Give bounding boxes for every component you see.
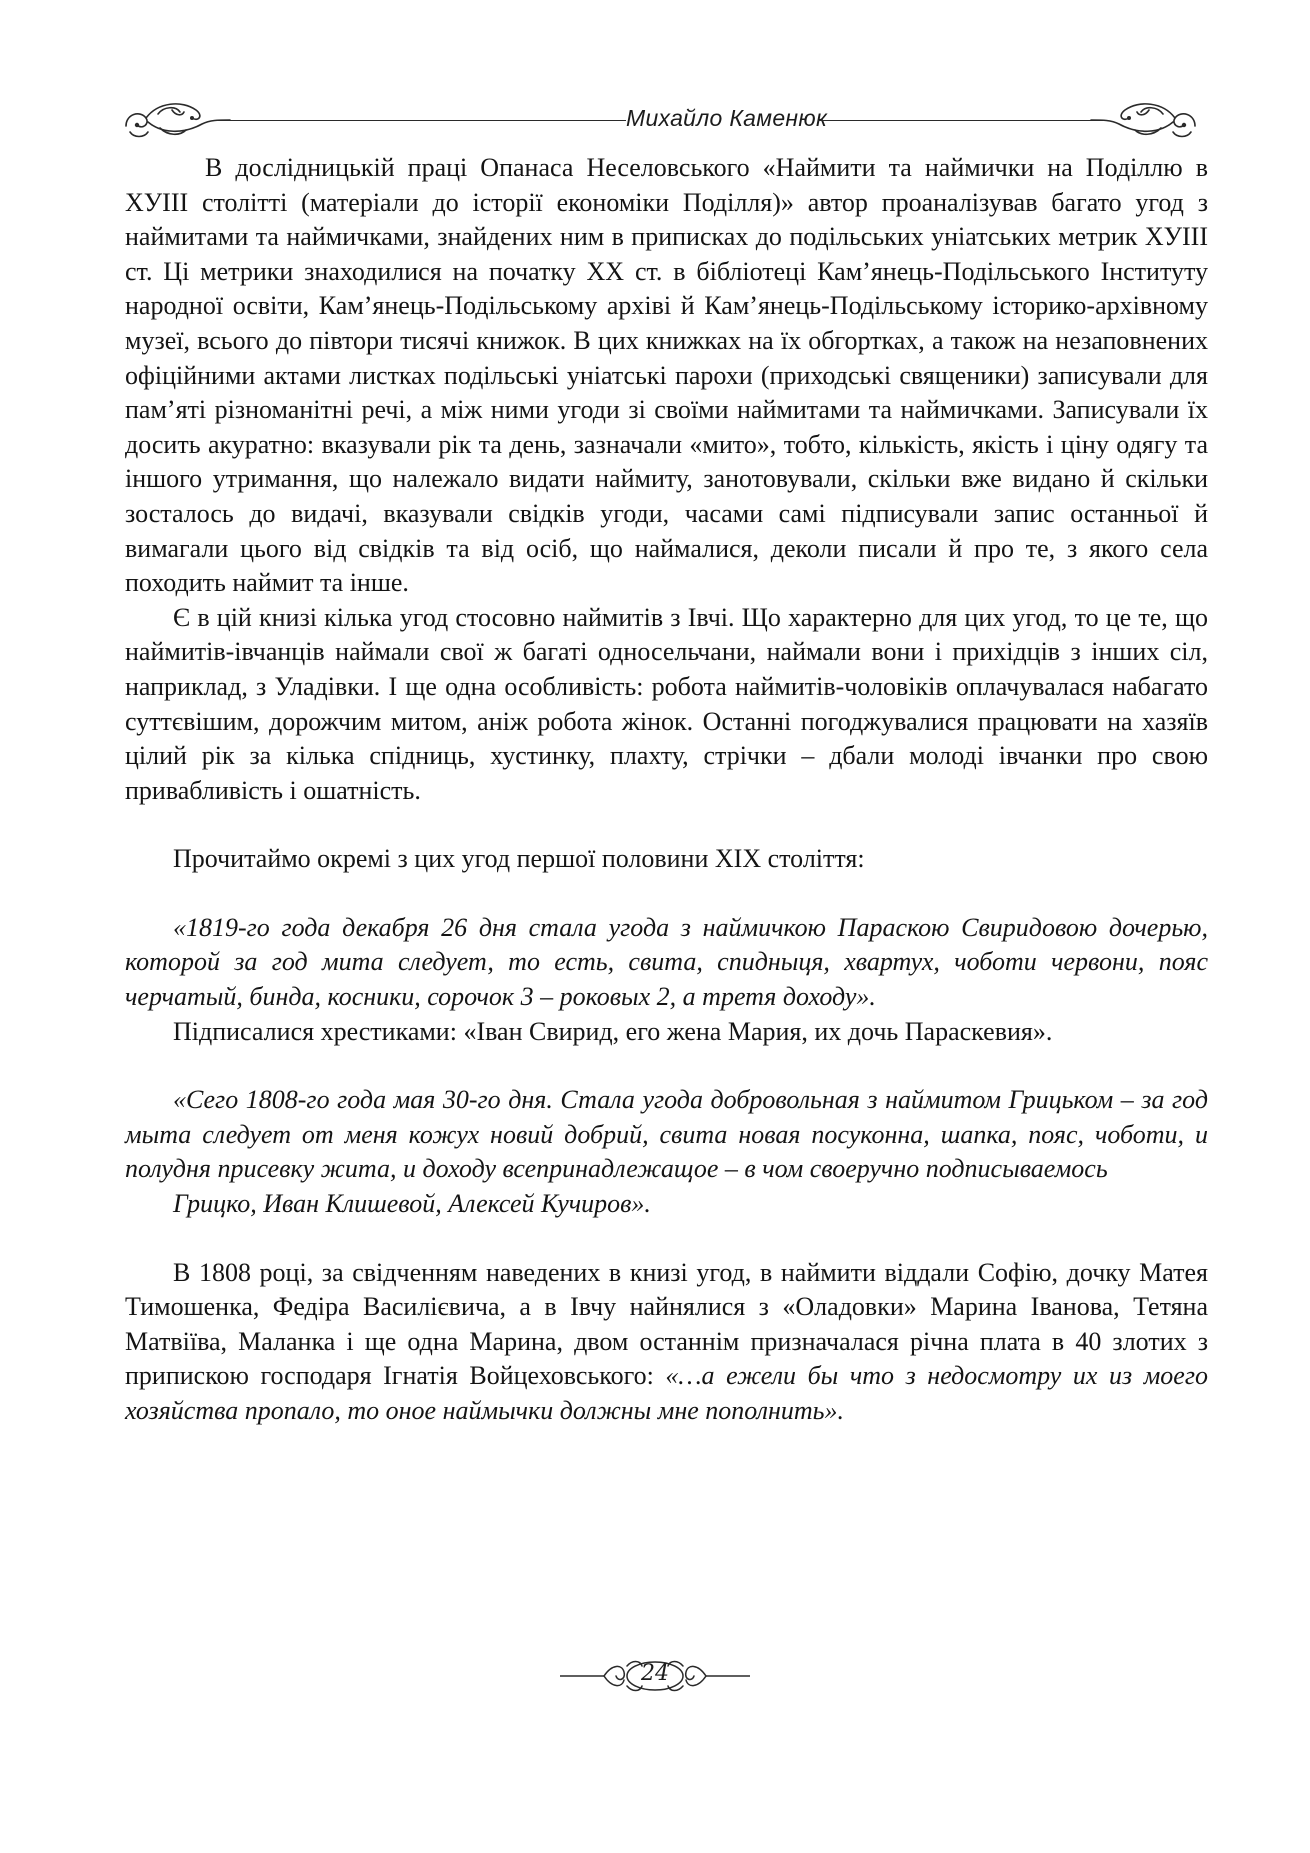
page-body [125,151,1208,1429]
paragraph-gap [125,808,1208,842]
paragraph-1808-hiring [125,1256,1208,1429]
running-header [118,92,1203,148]
running-title: Михайло Каменюк [626,105,828,131]
scroll-flourish-icon [1085,92,1203,148]
page-number: 24 [641,1661,669,1686]
paragraph-intro-quotes: Прочитаймо окремі з цих угод першої половини ХІХ століття: [173,844,865,874]
paragraph-ivcha-agreements: Є в цій книзі кілька угод стосовно наймитів з Івчі. Що характерно для цих угод, то це те, що наймитів-івчанців наймали свої ж багаті односельчани, наймали вони і прихідців з інших сіл, наприклад, з Уладівки. І ще одна особливість: робота наймитів-чоловіків оплачувалася набагато суттєвішим, дорожчим митом, аніж робота жінок. Останні погоджувалися працювати на хазяїв цілий рік за кілька спідниць, хустинку, плахту, стрічки – дбали молоді івчанки про свою привабливість і ошатність. [125,602,1208,805]
paragraph-gap [125,1049,1208,1083]
header-rule-right [818,120,1103,121]
paragraph-gap [125,877,1208,911]
quote-1819-agreement: «1819-го года декабря 26 дня стала угода з наймичкою Параскою Свиридовою дочерью, которой за год мита следует, то есть, свита, спидныця, хвартух, чоботи червони, пояс черчатый, бинда, косники, сорочок 3 – роковых 2, а третя доходу». [125,912,1208,1012]
header-rule-left [218,120,626,121]
paragraph-neselovsky: В дослідницькій праці Опанаса Неселовського «Наймити та наймички на Поділлю в ХУІІІ столітті (матеріали до історії економіки Поділля)» автор проаналізував багато угод з наймитами та наймичками, знайдених ним в приписках до подільських уніатських метрик ХУІІІ ст. Ці метрики знаходилися на початку ХХ ст. в бібліотеці Кам’янець-Подільського Інституту народної освіти, Кам’янець-Подільському архіві й Кам’янець-Подільському історико-архівному музеї, всього до півтори тисячі книжок. В цих книжках на їх обгортках, а також на незаповнених офіційними актами листках подільські уніатські парохи (приходські священики) записували для пам’яті різноманітні речі, а між ними угоди зі своїми наймитами та наймичками. Записували їх досить акуратно: вказували рік та день, зазначали «мито», тобто, кількість, якість і ціну одягу та іншого утримання, що належало видати наймиту, занотовували, скільки вже видано й скільки зосталось до видачі, вказували свідків угоди, часами самі підписували запис останньої й вимагали цього від свідків та від осіб, що наймалися, деколи писали й про те, з якого села походить наймит та інше. [125,153,1208,598]
quote-1808-agreement: «Сего 1808-го года мая 30-го дня. Стала угода добровольная з наймитом Грицьком – за год мыта следует от меня кожух новий добрий, свита новая посуконна, шапка, пояс, чоботи, и полудня присевку жита, и доходу всепринадлежащое – в чом своеручно подписываемось [125,1085,1208,1184]
page-footer [560,1652,750,1700]
paragraph-1808-text: В 1808 році, за свідченням наведених в книзі угод, в наймити віддали Софію, дочку Матея Тимошенка, Федіра Василієвича, а в Івчу найнялися з «Оладовки» Марина Іванова, Тетяна Матвіїва, Маланка і ще одна Марина, двом останнім призначалася річна плата в 40 злотих з припискою господаря Ігнатія Войцеховського: [125,1257,1208,1391]
quote-voitsekhovsky: «…а ежели бы что з недосмотру их из моего хозяйства пропало, то оное наймычки должны мне пополнить». [125,1361,1208,1425]
quote-1808-signatories: Грицко, Иван Клишевой, Алексей Кучиров». [173,1189,651,1219]
paragraph-signatures: Підписалися хрестиками: «Іван Свирид, его жена Мария, их дочь Параскевия». [173,1016,1053,1046]
paragraph-gap [125,1222,1208,1256]
